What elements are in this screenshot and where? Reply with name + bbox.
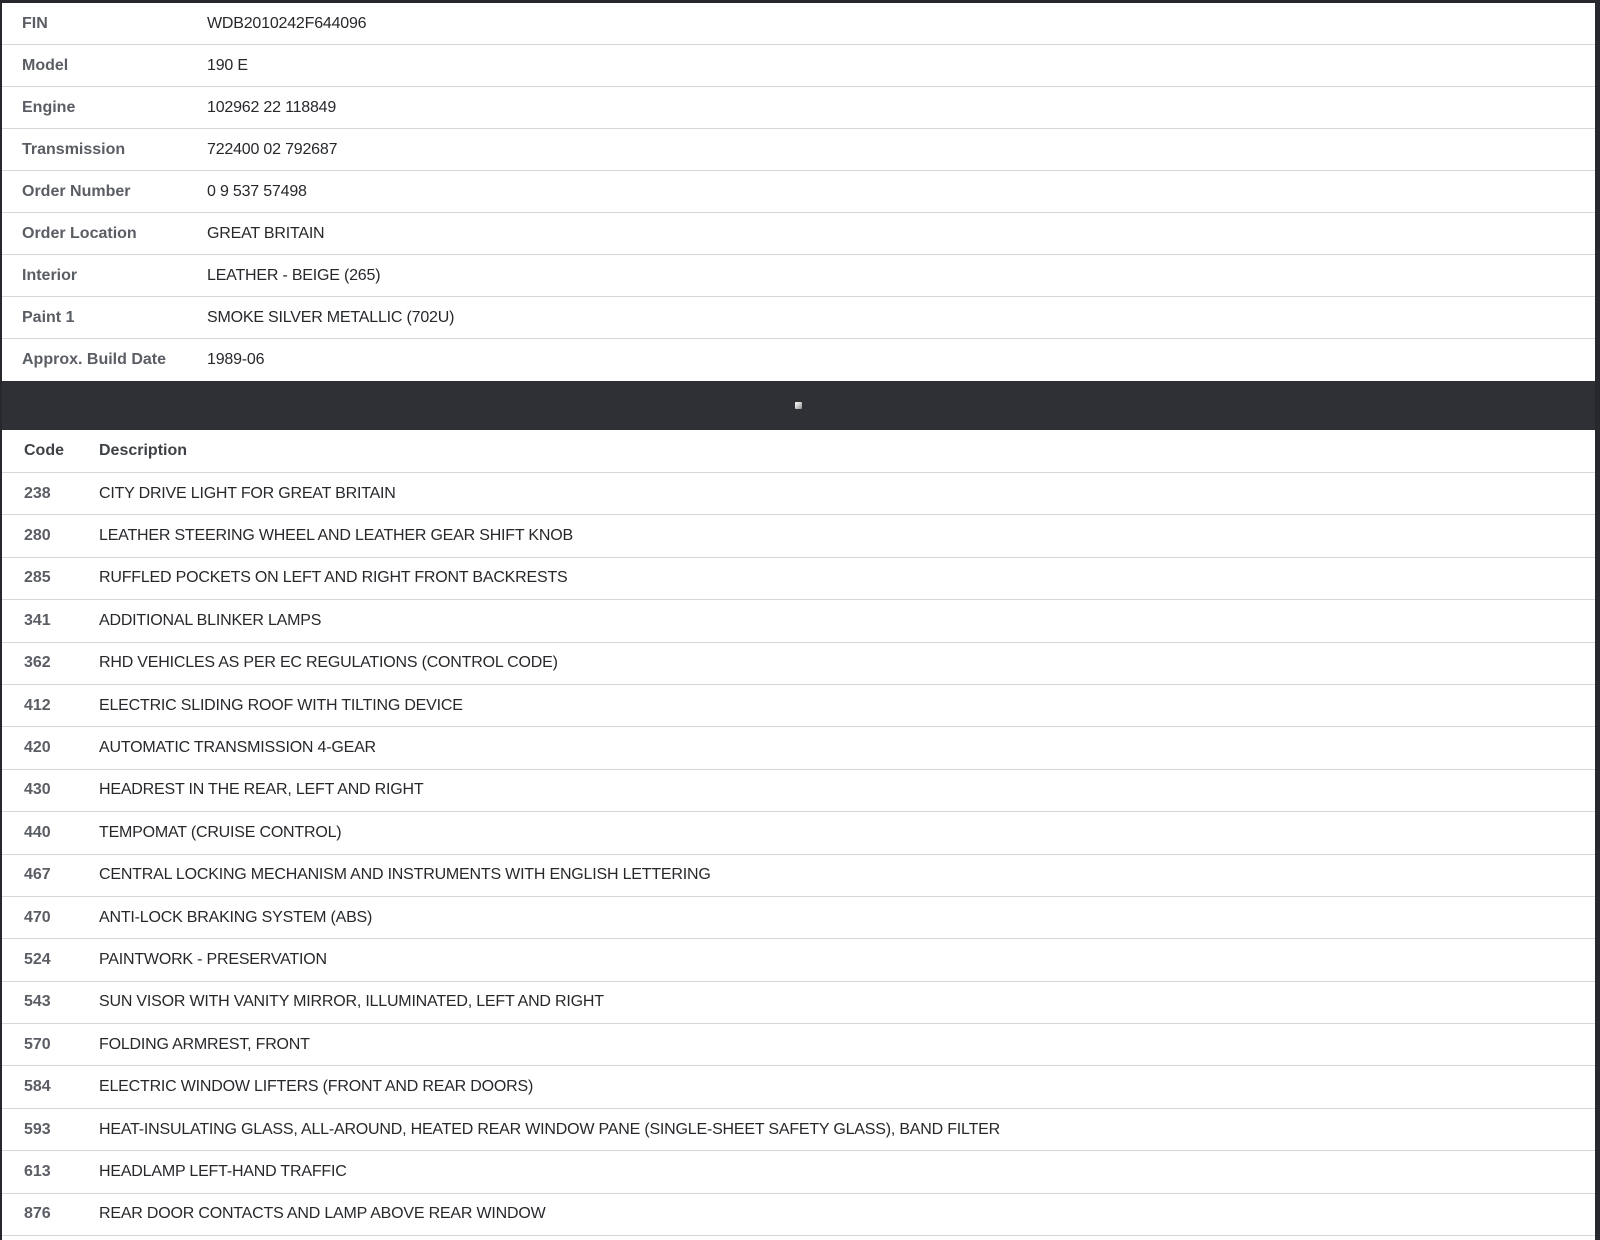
info-row (2, 129, 1595, 171)
option-description: RUFFLED POCKETS ON LEFT AND RIGHT FRONT BACKRESTS (99, 569, 568, 587)
option-code: 285 (24, 569, 51, 587)
info-row-value: WDB2010242F644096 (207, 14, 367, 32)
option-row (2, 855, 1595, 897)
option-description: HEADLAMP LEFT-HAND TRAFFIC (99, 1162, 347, 1180)
info-row (2, 297, 1595, 339)
option-code: 876 (24, 1205, 51, 1223)
option-row (2, 473, 1595, 515)
info-row-label: Order Location (22, 224, 137, 242)
info-row-label: Interior (22, 266, 78, 284)
option-row (2, 812, 1595, 854)
option-code: 341 (24, 611, 51, 629)
option-description: HEAT-INSULATING GLASS, ALL-AROUND, HEATED REAR WINDOW PANE (SINGLE-SHEET SAFETY GLASS), BAND FILTER (99, 1120, 1000, 1138)
info-row-label: Order Number (22, 182, 131, 200)
info-row (2, 45, 1595, 87)
option-description: CITY DRIVE LIGHT FOR GREAT BRITAIN (99, 484, 396, 502)
option-code: 362 (24, 654, 51, 672)
info-row (2, 3, 1595, 45)
option-description: ELECTRIC WINDOW LIFTERS (FRONT AND REAR DOORS) (99, 1078, 534, 1096)
option-row (2, 1194, 1595, 1236)
option-code: 613 (24, 1162, 51, 1180)
info-row (2, 87, 1595, 129)
option-row (2, 685, 1595, 727)
code-column-header: Code (24, 442, 64, 459)
info-row (2, 255, 1595, 297)
info-row-value: LEATHER - BEIGE (265) (207, 266, 381, 284)
option-description: SUN VISOR WITH VANITY MIRROR, ILLUMINATED, LEFT AND RIGHT (99, 993, 604, 1011)
section-divider-bar (2, 381, 1595, 430)
info-row-value: 0 9 537 57498 (207, 182, 307, 200)
info-row-value: 1989-06 (207, 351, 265, 368)
option-description: ANTI-LOCK BRAKING SYSTEM (ABS) (99, 908, 373, 926)
info-row (2, 213, 1595, 255)
info-row-label: Engine (22, 98, 76, 116)
options-table (2, 430, 1595, 1236)
info-row-label: Paint 1 (22, 308, 75, 326)
option-row (2, 939, 1595, 981)
info-row-value: SMOKE SILVER METALLIC (702U) (207, 308, 455, 326)
option-description: ADDITIONAL BLINKER LAMPS (99, 611, 322, 629)
info-row-value: 102962 22 118849 (207, 98, 337, 116)
info-row-value: GREAT BRITAIN (207, 224, 325, 242)
vehicle-info-table (2, 3, 1595, 381)
option-code: 420 (24, 739, 51, 757)
broken-image-icon (795, 402, 802, 409)
option-code: 412 (24, 696, 51, 714)
option-code: 430 (24, 781, 51, 799)
option-code: 238 (24, 484, 51, 502)
option-description: RHD VEHICLES AS PER EC REGULATIONS (CONTROL CODE) (99, 654, 558, 672)
option-code: 543 (24, 993, 51, 1011)
option-description: CENTRAL LOCKING MECHANISM AND INSTRUMENTS WITH ENGLISH LETTERING (99, 866, 711, 884)
info-row-label: Transmission (22, 140, 126, 158)
option-description: FOLDING ARMREST, FRONT (99, 1035, 310, 1053)
option-row (2, 1066, 1595, 1108)
info-row-value: 190 E (207, 56, 248, 74)
option-row (2, 1109, 1595, 1151)
option-row (2, 643, 1595, 685)
option-code: 570 (24, 1035, 51, 1053)
info-row (2, 171, 1595, 213)
info-row-label: Model (22, 56, 69, 74)
option-description: LEATHER STEERING WHEEL AND LEATHER GEAR SHIFT KNOB (99, 527, 573, 545)
option-code: 440 (24, 823, 51, 841)
option-row (2, 727, 1595, 769)
option-description: REAR DOOR CONTACTS AND LAMP ABOVE REAR WINDOW (99, 1205, 546, 1223)
option-code: 470 (24, 908, 51, 926)
option-code: 524 (24, 950, 51, 968)
options-table-body (2, 473, 1595, 1236)
option-row (2, 600, 1595, 642)
option-row (2, 982, 1595, 1024)
option-code: 467 (24, 866, 51, 884)
option-code: 584 (24, 1078, 51, 1096)
info-row-value: 722400 02 792687 (207, 140, 338, 158)
options-table-header (2, 430, 1595, 473)
option-row (2, 1024, 1595, 1066)
option-row (2, 770, 1595, 812)
option-code: 280 (24, 527, 51, 545)
option-description: ELECTRIC SLIDING ROOF WITH TILTING DEVICE (99, 696, 463, 714)
option-row (2, 1151, 1595, 1193)
option-row (2, 897, 1595, 939)
info-row-label: FIN (22, 14, 48, 32)
option-code: 593 (24, 1120, 51, 1138)
option-row (2, 515, 1595, 557)
option-row (2, 558, 1595, 600)
info-row (2, 339, 1595, 381)
option-description: PAINTWORK - PRESERVATION (99, 950, 327, 968)
option-description: TEMPOMAT (CRUISE CONTROL) (99, 823, 342, 841)
option-description: HEADREST IN THE REAR, LEFT AND RIGHT (99, 781, 424, 799)
option-description: AUTOMATIC TRANSMISSION 4-GEAR (99, 739, 376, 757)
description-column-header: Description (99, 442, 188, 459)
info-row-label: Approx. Build Date (22, 351, 167, 368)
